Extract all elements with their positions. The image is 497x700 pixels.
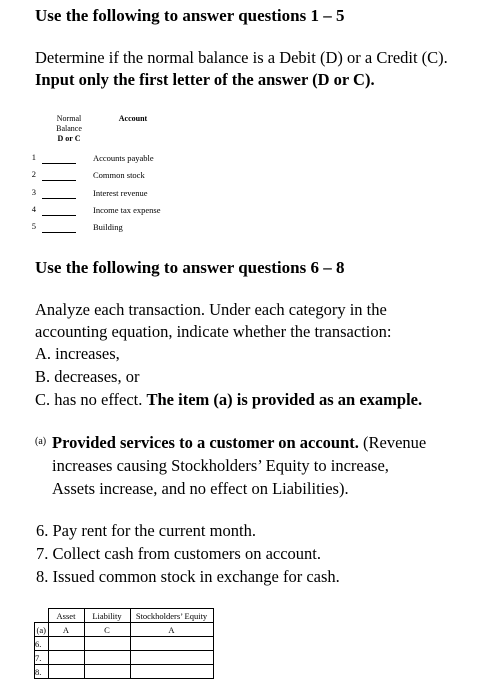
row-number: 1 (31, 152, 36, 162)
intro-line: A. increases, (35, 344, 120, 363)
example-line-2: increases causing Stockholders’ Equity to increase, (52, 456, 389, 475)
answer-cell[interactable] (48, 651, 84, 665)
transaction-item: 7. Collect cash from customers on account. (36, 544, 322, 563)
section2-heading: Use the following to answer questions 6 – 8 (35, 258, 345, 277)
intro-line-text: C. has no effect. (35, 390, 143, 409)
example-bold: Provided services to a customer on account. (52, 433, 359, 452)
table-row (35, 637, 214, 651)
answer-blank[interactable] (42, 232, 76, 233)
intro-line-last (35, 389, 422, 411)
account-header: Account (118, 114, 148, 123)
example-label: (a) (35, 436, 47, 447)
account-name: Income tax expense (93, 205, 161, 215)
answer-blank[interactable] (42, 180, 76, 181)
answer-cell[interactable] (130, 665, 213, 679)
row-number: 5 (31, 221, 36, 231)
row-number: 3 (31, 187, 36, 197)
section1-heading: Use the following to answer questions 1 – 5 (35, 6, 345, 25)
row-label: (a) (35, 623, 49, 637)
instructions-text: Determine if the normal balance is a Debit (D) or a Credit (C). (35, 48, 448, 67)
header-line: Balance (56, 124, 82, 133)
example-line-3: Assets increase, and no effect on Liabilities). (52, 479, 349, 498)
answer-cell[interactable] (84, 637, 130, 651)
row-label: 7. (35, 651, 49, 665)
account-name: Building (93, 222, 123, 232)
account-name: Interest revenue (93, 188, 148, 198)
account-name: Common stock (93, 170, 145, 180)
cell: A (48, 623, 84, 637)
normal-balance-header (44, 114, 94, 144)
section1-instructions (35, 47, 490, 91)
table-row (35, 623, 214, 637)
answer-cell[interactable] (84, 665, 130, 679)
row-label: 6. (35, 637, 49, 651)
answer-blank[interactable] (42, 198, 76, 199)
answer-cell[interactable] (84, 651, 130, 665)
cell: A (130, 623, 213, 637)
row-number: 4 (31, 204, 36, 214)
header-asset: Asset (48, 609, 84, 623)
row-number: 2 (31, 169, 36, 179)
instructions-bold: Input only the first letter of the answer (D or C). (35, 70, 375, 89)
table-row (35, 665, 214, 679)
answer-cell[interactable] (130, 637, 213, 651)
answer-cell[interactable] (130, 651, 213, 665)
table-header-row (35, 609, 214, 623)
header-equity: Stockholders’ Equity (130, 609, 213, 623)
example-text: (Revenue (363, 433, 427, 452)
table-row (35, 651, 214, 665)
answer-blank[interactable] (42, 215, 76, 216)
answer-cell[interactable] (48, 665, 84, 679)
header-line: Normal (56, 114, 82, 123)
header-liability: Liability (84, 609, 130, 623)
intro-line: B. decreases, or (35, 367, 140, 386)
corner-cell (35, 609, 49, 623)
intro-line-bold: The item (a) is provided as an example. (146, 390, 423, 409)
transaction-item: 8. Issued common stock in exchange for cash. (36, 567, 340, 586)
intro-line: Analyze each transaction. Under each category in the (35, 300, 387, 319)
intro-line: accounting equation, indicate whether the transaction: (35, 322, 392, 341)
example-line-1 (52, 432, 426, 454)
answer-blank[interactable] (42, 163, 76, 164)
equation-table (34, 608, 214, 679)
header-line: D or C (57, 134, 81, 143)
account-name: Accounts payable (93, 153, 154, 163)
transaction-item: 6. Pay rent for the current month. (36, 521, 256, 540)
cell: C (84, 623, 130, 637)
answer-cell[interactable] (48, 637, 84, 651)
row-label: 8. (35, 665, 49, 679)
